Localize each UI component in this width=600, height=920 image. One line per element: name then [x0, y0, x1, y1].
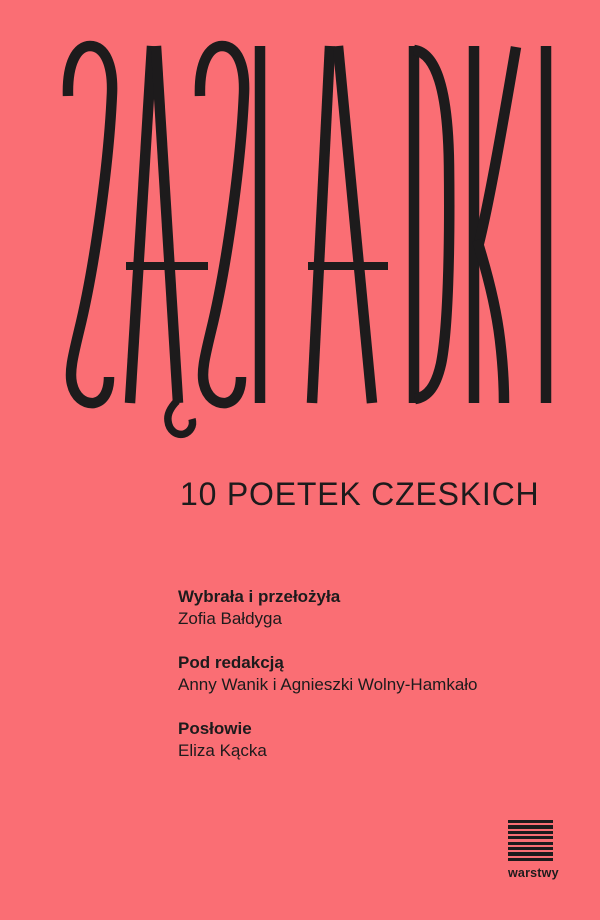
letter-k	[474, 46, 516, 403]
credit-role-label: Wybrała i przełożyła	[178, 587, 341, 606]
layers-logo-icon	[508, 820, 553, 861]
credit-group-translator	[178, 586, 478, 630]
letter-a-ogonek	[126, 46, 208, 434]
credits-block	[178, 586, 478, 784]
letter-d	[414, 46, 449, 403]
letter-s-1	[68, 46, 112, 403]
letter-a	[308, 46, 388, 403]
publisher-logo	[508, 820, 559, 880]
subtitle: 10 POETEK CZESKICH	[180, 476, 540, 512]
credit-person-name: Zofia Bałdyga	[178, 609, 282, 628]
credit-group-editors	[178, 652, 478, 696]
credit-person-name: Eliza Kącka	[178, 741, 267, 760]
credit-role-label: Pod redakcją	[178, 653, 284, 672]
publisher-name: warstwy	[508, 866, 559, 880]
credit-role-label: Posłowie	[178, 719, 252, 738]
credit-person-name: Anny Wanik i Agnieszki Wolny-Hamkało	[178, 675, 478, 694]
credit-group-afterword	[178, 718, 478, 762]
letter-s-2	[200, 46, 244, 403]
